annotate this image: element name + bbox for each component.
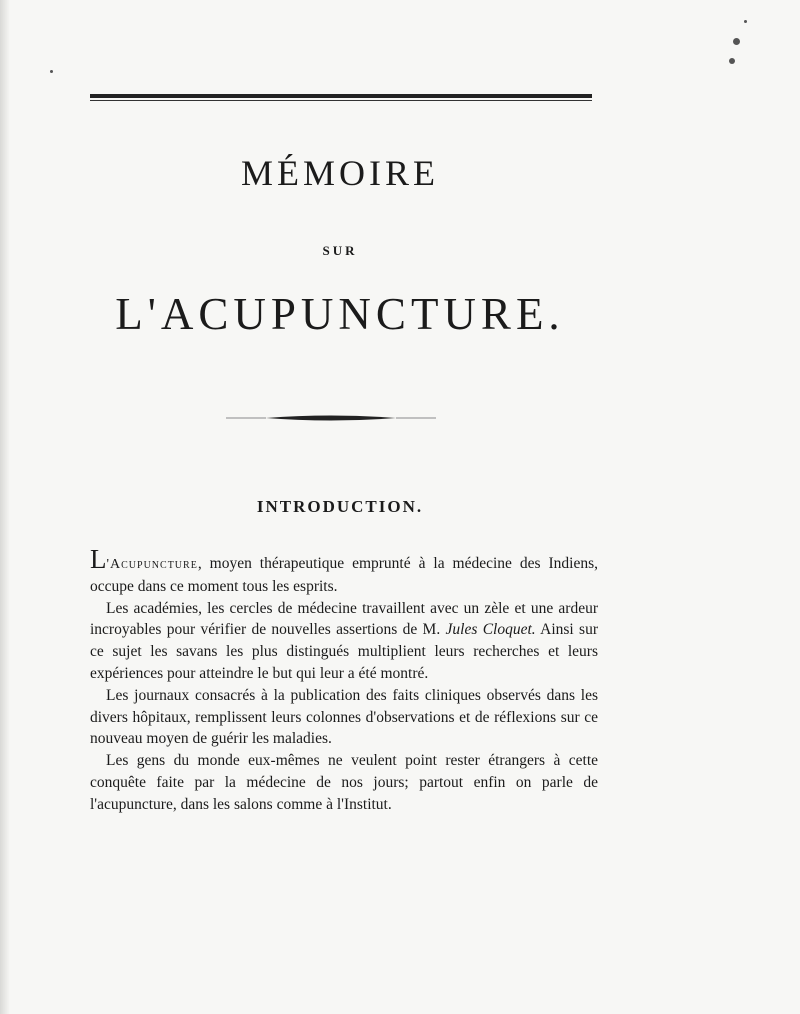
ink-speck [733, 38, 740, 45]
divider-swell [266, 416, 396, 421]
header-double-rule [90, 94, 592, 103]
ink-speck [744, 20, 747, 23]
paragraph-2 [90, 598, 598, 685]
paragraph-4: Les gens du monde eux-mêmes ne veulent point rester étrangers à cette conquête faite par la médecine de nos jours; partout enfin on parle de l'acupuncture, dans les salons comme à l'Institut. [90, 752, 598, 813]
header-rule-thick [90, 94, 592, 98]
section-heading: INTRODUCTION. [256, 497, 424, 516]
header-rule-thin [90, 100, 592, 101]
paragraph-1 [90, 544, 598, 598]
small-caps-term: 'Acupuncture [106, 557, 198, 572]
paragraph-2-text-after: Ainsi sur ce sujet les savans les plus distingués multiplient leurs recherches et leurs expériences pour atteindre le but qui leur a été montré. [90, 621, 598, 682]
ink-speck [729, 58, 735, 64]
paragraph-2-text-before: Les académies, les cercles de médecine travaillent avec un zèle et une ardeur incroyables pour vérifier de nouvelles assertions de M. [90, 599, 598, 639]
author-name-italic: Jules Cloquet. [445, 621, 536, 639]
paragraph-3: Les journaux consacrés à la publication des faits cliniques observés dans les divers hôpitaux, remplissent leurs colonnes d'observations et de réflexions sur ce nouveau moyen de guérir les maladies. [90, 686, 598, 748]
page-title: MÉMOIRE [241, 153, 439, 193]
drop-cap: L [90, 544, 107, 574]
page-subject-title: L'ACUPUNCTURE. [115, 289, 565, 339]
ornamental-divider [226, 414, 436, 422]
paragraph-1-text: , moyen thérapeutique emprunté à la médecine des Indiens, occupe dans ce moment tous les esprits. [90, 555, 598, 595]
ink-speck [50, 70, 53, 73]
body-text [90, 544, 598, 816]
title-connector: SUR [322, 243, 358, 258]
